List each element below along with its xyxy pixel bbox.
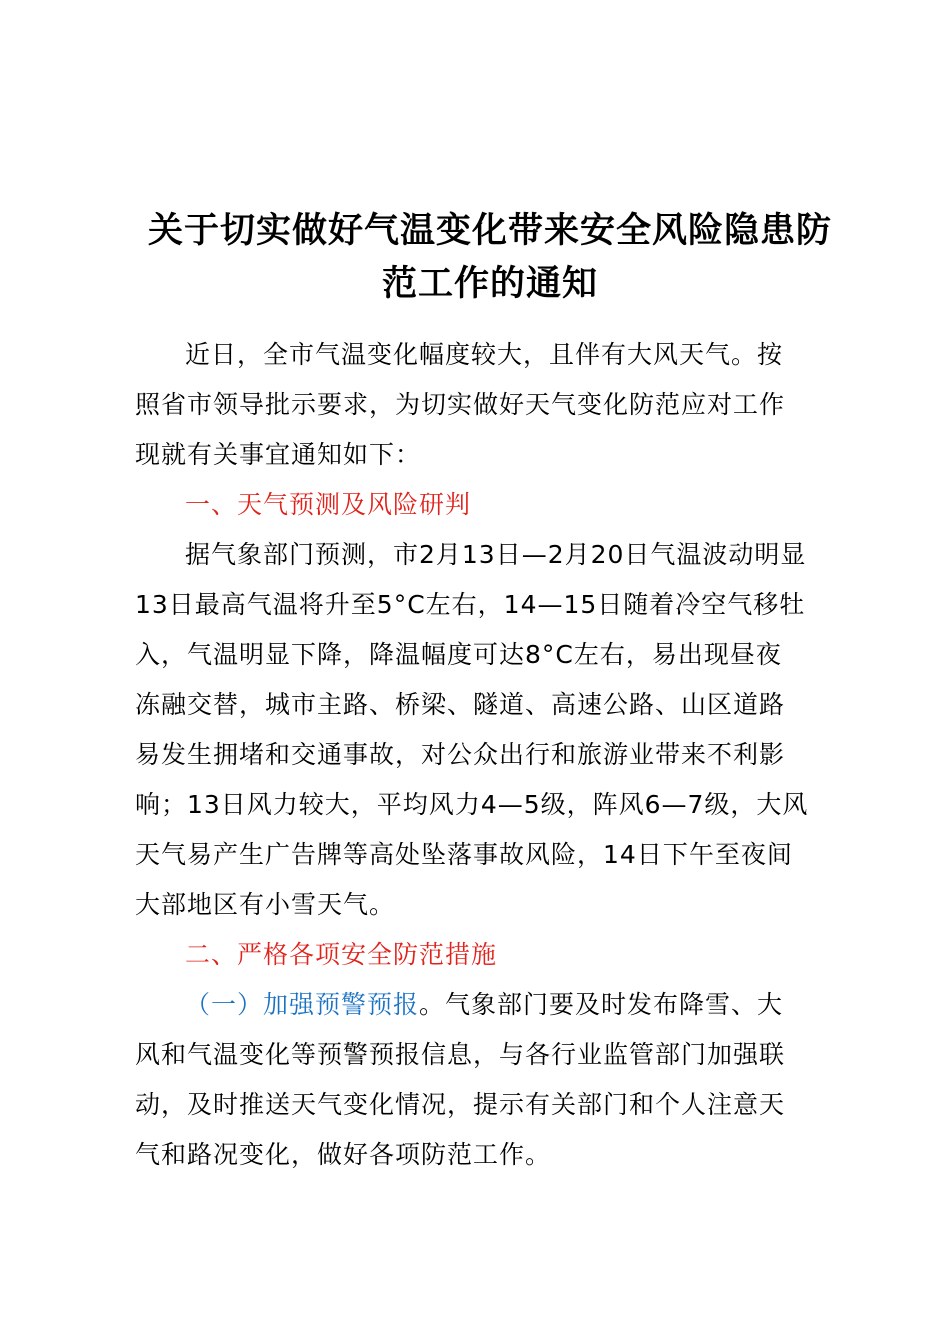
section1-line-1: 据气象部门预测，市2月13日—2月20日气温波动明显 xyxy=(185,540,807,569)
section1-line-5: 易发生拥堵和交通事故，对公众出行和旅游业带来不利影 xyxy=(135,740,786,769)
section-heading-1: 一、天气预测及风险研判 xyxy=(185,490,472,519)
subsection1-line-1 xyxy=(185,980,783,1030)
section1-line-4: 冻融交替，城市主路、桥梁、隧道、高速公路、山区道路 xyxy=(135,690,786,719)
document-title xyxy=(130,205,850,311)
title-line-2: 范工作的通知 xyxy=(381,264,598,304)
intro-line-2: 照省市领导批示要求，为切实做好天气变化防范应对工作 xyxy=(135,390,786,419)
section1-line-6: 响；13日风力较大，平均风力4—5级，阵风6—7级，大风 xyxy=(135,790,809,819)
subsection1-line-3: 动，及时推送天气变化情况，提示有关部门和个人注意天 xyxy=(135,1090,786,1119)
title-line-1: 关于切实做好气温变化带来安全风险隐患防 xyxy=(147,211,832,251)
intro-line-1: 近日，全市气温变化幅度较大，且伴有大风天气。按 xyxy=(185,340,784,369)
subsection1-first-text: 。气象部门要及时发布降雪、大 xyxy=(419,990,784,1019)
section1-line-2: 13日最高气温将升至5°C左右，14—15日随着冷空气移牡 xyxy=(135,590,806,619)
section1-line-8: 大部地区有小雪天气。 xyxy=(135,890,396,919)
subsection1-label: （一）加强预警预报 xyxy=(185,990,420,1019)
section1-line-3: 入，气温明显下降，降温幅度可达8°C左右，易出现昼夜 xyxy=(135,640,782,669)
section-heading-2: 二、严格各项安全防范措施 xyxy=(185,940,498,969)
section1-line-7: 天气易产生广告牌等高处坠落事故风险，14日下午至夜间 xyxy=(135,840,793,869)
subsection1-line-4: 气和路况变化，做好各项防范工作。 xyxy=(135,1140,552,1169)
intro-line-3: 现就有关事宜通知如下： xyxy=(135,440,422,469)
subsection1-line-2: 风和气温变化等预警预报信息，与各行业监管部门加强联 xyxy=(135,1040,786,1069)
